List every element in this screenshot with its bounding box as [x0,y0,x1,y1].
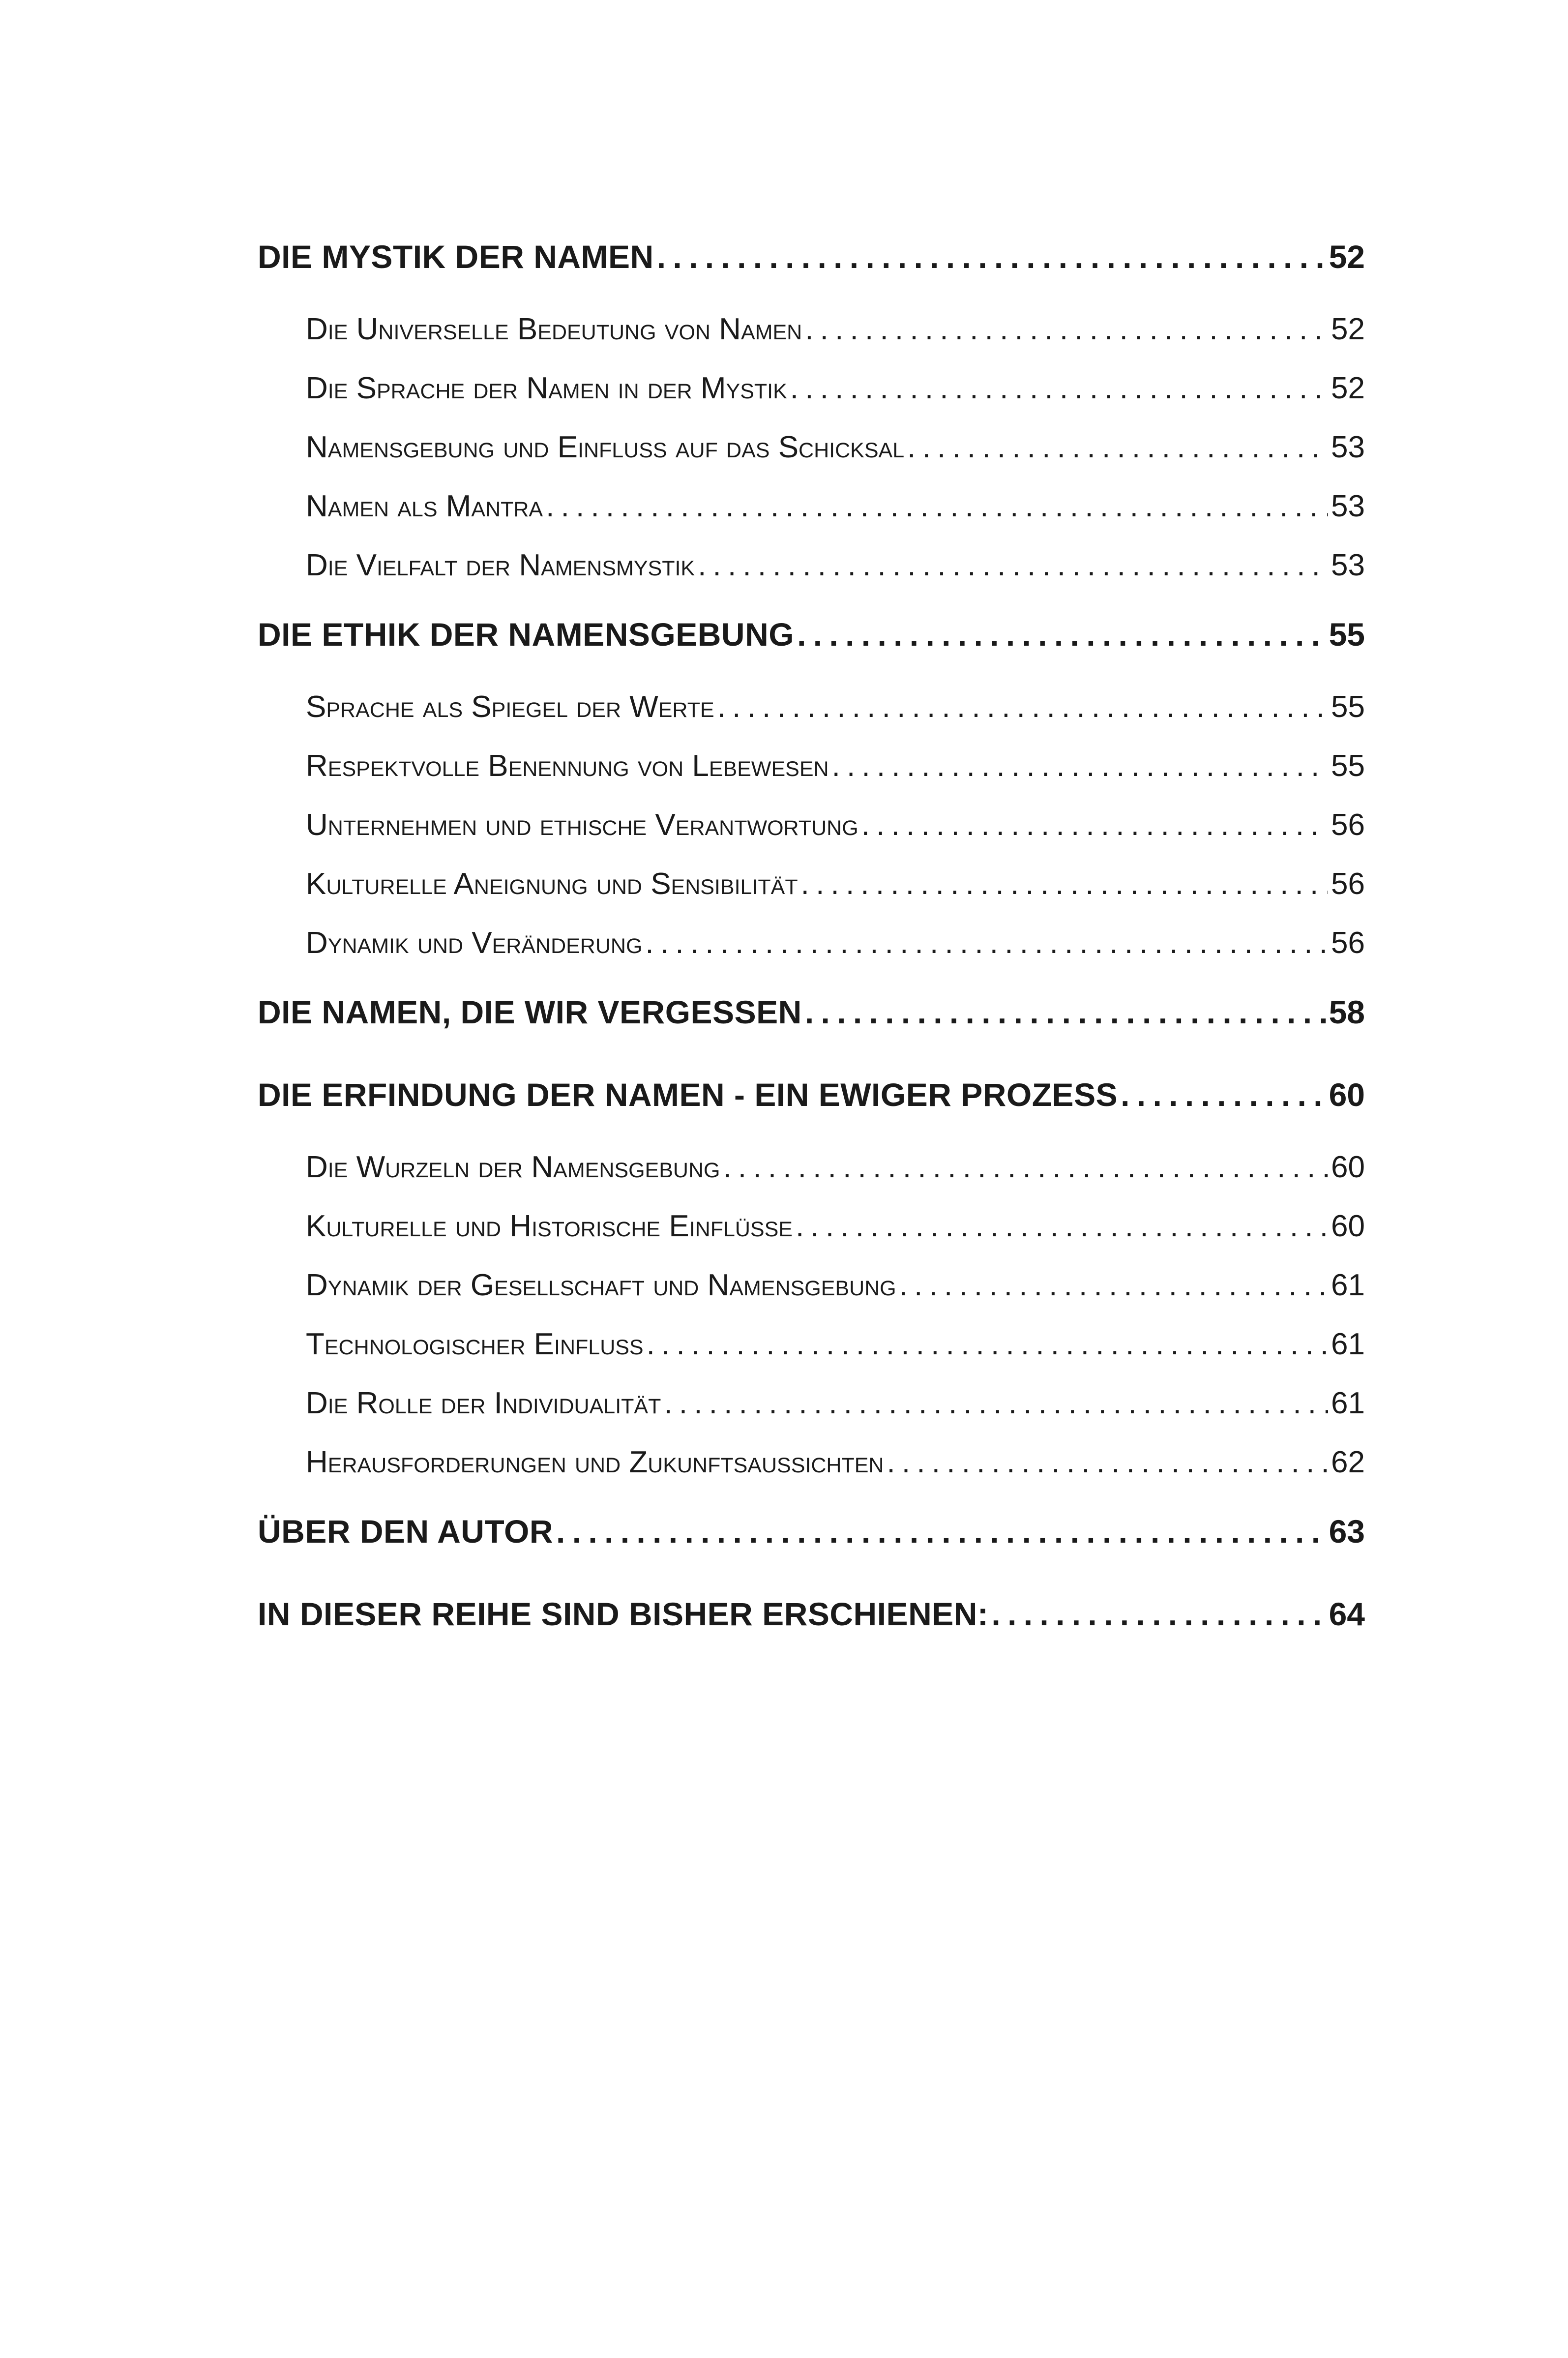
section-title: Namensgebung und Einfluss auf das Schicksal [306,430,905,464]
section-title: Herausforderungen und Zukunftsaussichten [306,1445,884,1479]
section-title: Die Sprache der Namen in der Mystik [306,371,787,405]
toc-chapter[interactable] [258,227,1365,286]
dot-leader [796,1197,1328,1256]
section-title: Kulturelle Aneignung und Sensibilität [306,867,798,901]
page-number: 61 [1331,1386,1365,1420]
dot-leader [887,1433,1328,1492]
dot-leader [546,477,1328,536]
toc-section[interactable] [306,1256,1365,1315]
toc-chapter[interactable] [258,1065,1365,1124]
page-number: 55 [1329,616,1365,653]
table-of-contents [258,227,1365,1643]
section-list [258,678,1365,973]
toc-section[interactable] [306,855,1365,914]
chapter-title: IN DIESER REIHE SIND BISHER ERSCHIENEN: [258,1596,989,1632]
toc-section[interactable] [306,1138,1365,1197]
chapter-title: DIE NAMEN, DIE WIR VERGESSEN [258,994,802,1030]
toc-section[interactable] [306,359,1365,418]
section-list [258,300,1365,595]
dot-leader [861,796,1328,855]
toc-section[interactable] [306,418,1365,477]
section-title: Die Vielfalt der Namensmystik [306,548,695,582]
page-number: 56 [1331,867,1365,901]
dot-leader [647,1315,1328,1374]
dot-leader [790,359,1328,418]
page-number: 53 [1331,489,1365,523]
toc-section[interactable] [306,914,1365,973]
page-number: 56 [1331,926,1365,960]
page-number: 61 [1331,1327,1365,1361]
section-list [258,1138,1365,1492]
section-title: Die Rolle der Individualität [306,1386,661,1420]
page-number: 53 [1331,430,1365,464]
toc-chapter[interactable] [258,1584,1365,1643]
page-number: 52 [1331,312,1365,346]
toc-section[interactable] [306,536,1365,595]
section-title: Respektvolle Benennung von Lebewesen [306,749,829,783]
page-number: 53 [1331,548,1365,582]
page-number: 62 [1331,1445,1365,1479]
page-number: 60 [1331,1209,1365,1243]
section-title: Namen als Mantra [306,489,543,523]
dot-leader [698,536,1328,595]
section-title: Kulturelle und Historische Einflüsse [306,1209,793,1243]
toc-section[interactable] [306,737,1365,796]
toc-section[interactable] [306,477,1365,536]
dot-leader [899,1256,1328,1315]
toc-chapter[interactable] [258,605,1365,664]
page-number: 63 [1329,1513,1365,1550]
page-number: 60 [1331,1150,1365,1184]
dot-leader [657,227,1326,286]
toc-section[interactable] [306,678,1365,737]
toc-section[interactable] [306,796,1365,855]
section-title: Sprache als Spiegel der Werte [306,690,714,724]
dot-leader [805,300,1328,359]
page-number: 52 [1331,371,1365,405]
dot-leader [797,605,1326,664]
chapter-title: DIE ERFINDUNG DER NAMEN - EIN EWIGER PROZESS [258,1076,1118,1113]
toc-section[interactable] [306,1374,1365,1433]
toc-section[interactable] [306,1197,1365,1256]
toc-section[interactable] [306,1433,1365,1492]
section-title: Dynamik und Veränderung [306,926,643,960]
page-number: 55 [1331,749,1365,783]
page-number: 58 [1329,994,1365,1030]
dot-leader [556,1502,1326,1561]
toc-chapter[interactable] [258,1502,1365,1561]
dot-leader [991,1584,1326,1643]
toc-chapter[interactable] [258,983,1365,1042]
toc-section[interactable] [306,1315,1365,1374]
page-number: 61 [1331,1268,1365,1302]
page-number: 64 [1329,1596,1365,1632]
chapter-title: DIE ETHIK DER NAMENSGEBUNG [258,616,795,653]
page-number: 56 [1331,808,1365,842]
page-number: 60 [1329,1076,1365,1113]
chapter-title: DIE MYSTIK DER NAMEN [258,239,654,275]
dot-leader [717,678,1328,737]
section-title: Unternehmen und ethische Verantwortung [306,808,858,842]
page-number: 55 [1331,690,1365,724]
dot-leader [801,855,1328,914]
section-title: Die Universelle Bedeutung von Namen [306,312,802,346]
dot-leader [907,418,1328,477]
dot-leader [723,1138,1328,1197]
page-number: 52 [1329,239,1365,275]
dot-leader [664,1374,1328,1433]
section-title: Dynamik der Gesellschaft und Namensgebung [306,1268,896,1302]
dot-leader [1121,1065,1326,1124]
chapter-title: ÜBER DEN AUTOR [258,1513,554,1550]
section-title: Technologischer Einfluss [306,1327,644,1361]
dot-leader [645,914,1328,973]
dot-leader [805,983,1326,1042]
dot-leader [832,737,1328,796]
toc-section[interactable] [306,300,1365,359]
section-title: Die Wurzeln der Namensgebung [306,1150,720,1184]
